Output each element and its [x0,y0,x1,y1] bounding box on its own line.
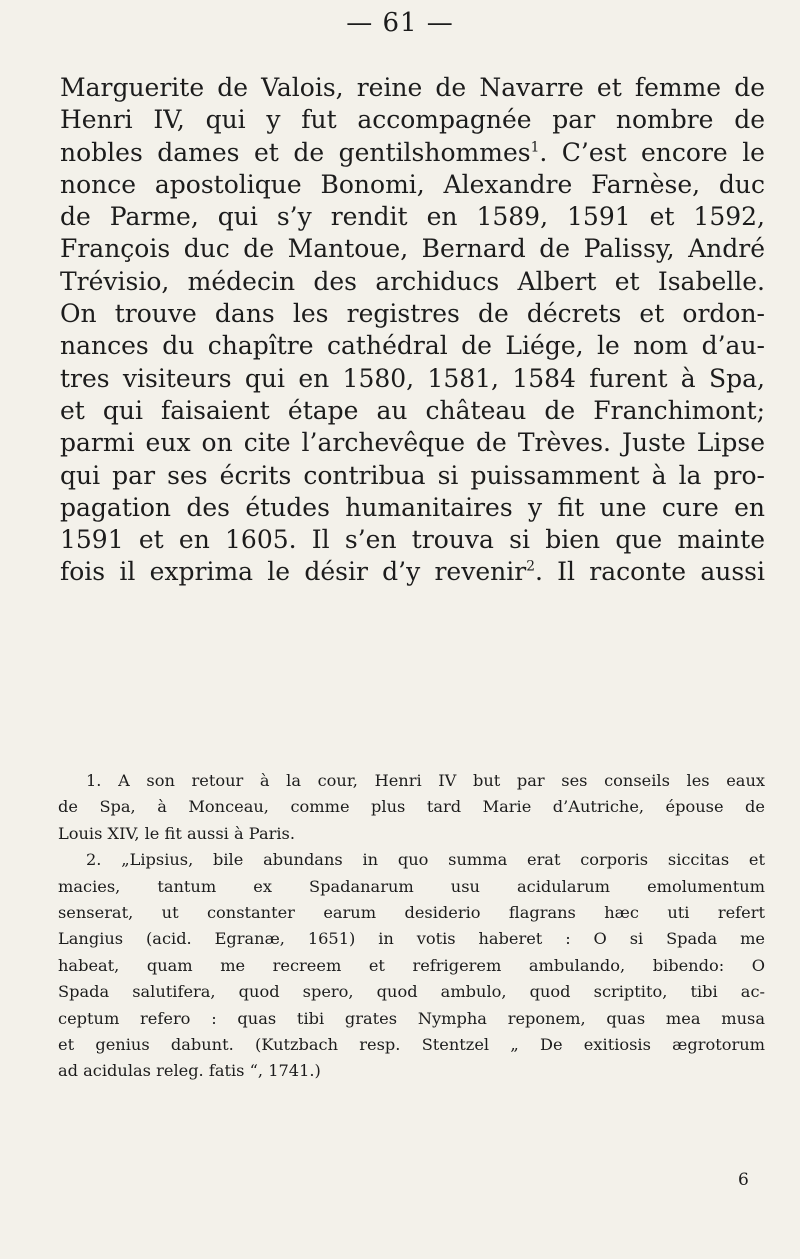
footnote-line: habeat, quam me recreem et refrigerem ambulando, bibendo: O [58,955,765,975]
footnote-line: Langius (acid. Egranæ, 1651) in votis haberet : O si Spada me [58,929,765,949]
body-line: 1591 et en 1605. Il s’en trouva si bien que mainte [60,525,765,555]
body-line: Henri IV, qui y fut accompagnée par nombre de [60,105,765,135]
body-line: pagation des études humanitaires y fit une cure en [60,492,765,522]
body-line: parmi eux on cite l’archevêque de Trèves. Juste Lipse [60,428,765,458]
body-line [60,556,765,588]
footnote-ref-1: 1 [530,139,540,156]
footnote-line: Spada salutifera, quod spero, quod ambulo, quod scriptito, tibi ac- [58,982,765,1002]
footnote-line: 1. A son retour à la cour, Henri IV but par ses conseils les eaux [86,771,765,790]
body-line: qui par ses écrits contribua si puissamment à la pro- [60,460,765,490]
footnote-line: ad acidulas releg. fatis “, 1741.) [58,1061,321,1081]
footnote-ref-2: 2 [526,559,535,576]
footnote-line: de Spa, à Monceau, comme plus tard Marie d’Autriche, épouse de [58,797,765,817]
signature-mark: 6 [738,1170,749,1190]
body-line [60,137,765,169]
footnote-line: 2. „Lipsius, bile abundans in quo summa erat corporis siccitas et [86,850,765,870]
body-line: François duc de Mantoue, Bernard de Palissy, André [60,234,765,264]
body-line-text: fois il exprima le désir d’y revenir [60,557,527,587]
body-line: On trouve dans les registres de décrets et ordon- [60,299,765,329]
footnote-line: macies, tantum ex Spadanarum usu acidularum emolumentum [58,876,765,896]
footnote-line: senserat, ut constanter earum desiderio flagrans hæc uti refert [58,903,765,923]
footnotes [58,768,765,1085]
body-line: Trévisio, médecin des archiducs Albert et Isabelle. [60,266,765,296]
page-number: — 61 — [346,8,454,38]
body-line: et qui faisaient étape au château de Franchimont; [60,395,765,425]
body-line: nances du chapître cathédral de Liége, le nom d’au- [60,331,765,361]
body-line: de Parme, qui s’y rendit en 1589, 1591 et 1592, [60,202,765,232]
footnote-line: ceptum refero : quas tibi grates Nympha reponem, quas mea musa [58,1008,765,1028]
body-line-text: . C’est encore le [539,137,765,167]
footnote-line: et genius dabunt. (Kutzbach resp. Stentzel „ De exitiosis ægrotorum [58,1035,765,1055]
body-line-text: nobles dames et de gentilshommes [60,137,531,167]
body-line-text: . Il raconte aussi [534,557,765,587]
body-text [60,72,765,589]
body-line: nonce apostolique Bonomi, Alexandre Farnèse, duc [60,169,765,199]
body-line: tres visiteurs qui en 1580, 1581, 1584 furent à Spa, [60,363,765,393]
footnote-line: Louis XIV, le fit aussi à Paris. [58,823,295,843]
body-line: Marguerite de Valois, reine de Navarre et femme de [60,73,765,102]
